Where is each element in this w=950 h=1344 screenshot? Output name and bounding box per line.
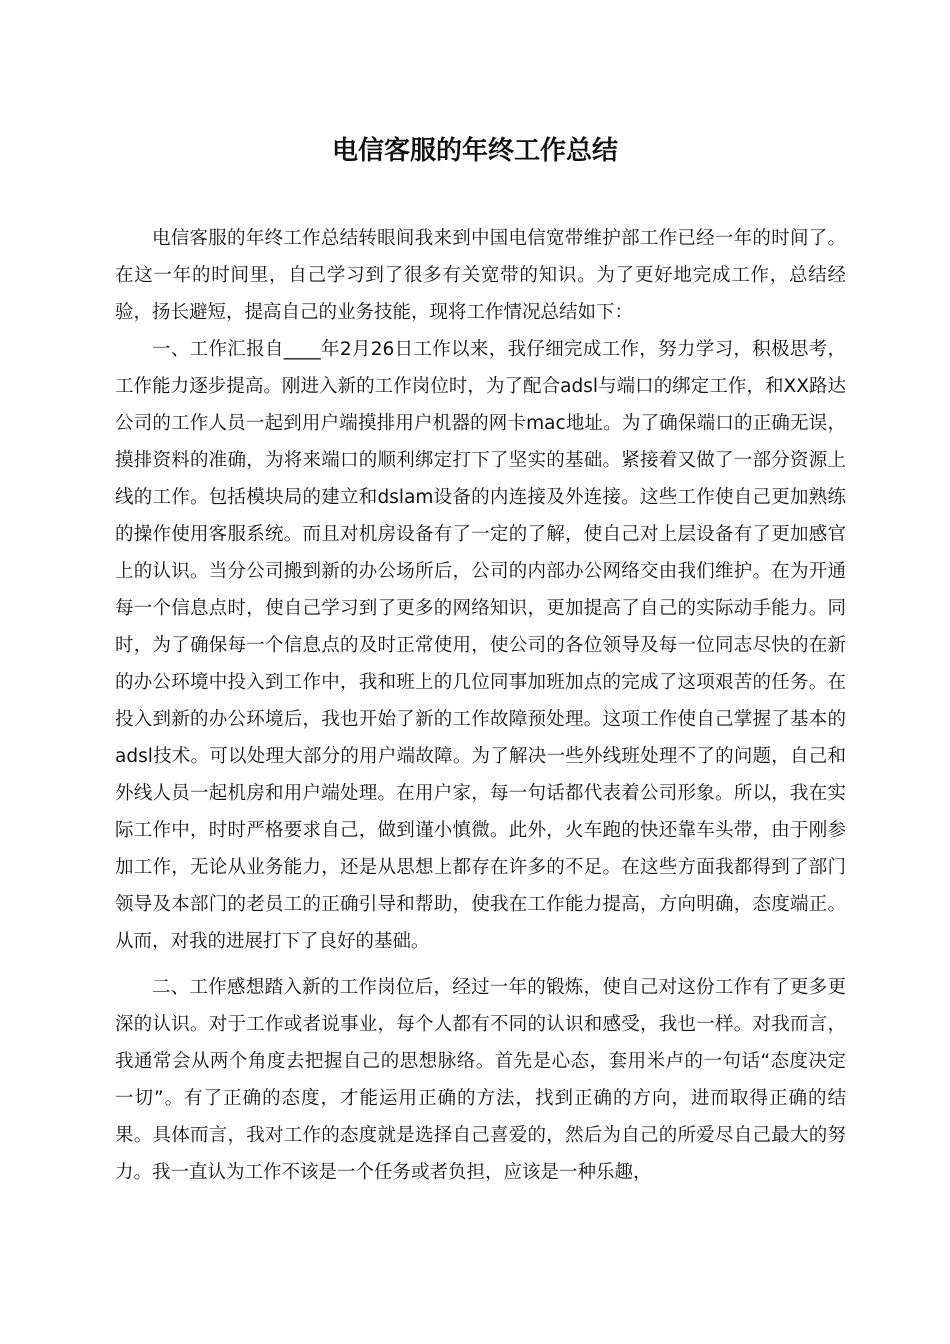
document-body <box>115 220 846 1191</box>
document-title: 电信客服的年终工作总结 <box>331 136 618 166</box>
paragraph-work-report: 一、工作汇报自____年2月26日工作以来，我仔细完成工作，努力学习，积极思考，工作能力逐步提高。刚进入新的工作岗位时，为了配合adsl与端口的绑定工作，和XX路达公司的工作人员一起到用户端摸排用户机器的网卡mac地址。为了确保端口的正确无误，摸排资料的准确，为将来端口的顺利绑定打下了坚实的基础。紧接着又做了一部分资源上线的工作。包括模块局的建立和dslam设备的内连接及外连接。这些工作使自己更加熟练的操作使用客服系统。而且对机房设备有了一定的了解，使自己对上层设备有了更加感官上的认识。当分公司搬到新的办公场所后，公司的内部办公网络交由我们维护。在为开通每一个信息点时，使自己学习到了更多的网络知识，更加提高了自己的实际动手能力。同时，为了确保每一个信息点的及时正常使用，使公司的各位领导及每一位同志尽快的在新的办公环境中投入到工作中，我和班上的几位同事加班加点的完成了这项艰苦的任务。在投入到新的办公环境后，我也开始了新的工作故障预处理。这项工作使自己掌握了基本的adsl技术。可以处理大部分的用户端故障。为了解决一些外线班处理不了的问题，自己和外线人员一起机房和用户端处理。在用户家，每一句话都代表着公司形象。所以，我在实际工作中，时时严格要求自己，做到谨小慎微。此外，火车跑的快还靠车头带，由于刚参加工作，无论从业务能力，还是从思想上都存在许多的不足。在这些方面我都得到了部门领导及本部门的老员工的正确引导和帮助，使我在工作能力提高，方向明确，态度端正。从而，对我的进展打下了良好的基础。 <box>115 339 846 952</box>
paragraph-intro: 电信客服的年终工作总结转眼间我来到中国电信宽带维护部工作已经一年的时间了。在这一年的时间里，自己学习到了很多有关宽带的知识。为了更好地完成工作，总结经验，扬长避短，提高自己的业务技能，现将工作情况总结如下： <box>115 228 846 323</box>
paragraph-work-reflections: 二、工作感想踏入新的工作岗位后，经过一年的锻炼，使自己对这份工作有了更多更深的认识。对于工作或者说事业，每个人都有不同的认识和感受，我也一样。对我而言，我通常会从两个角度去把握自己的思想脉络。首先是心态，套用米卢的一句话“态度决定一切”。有了正确的态度，才能运用正确的方法，找到正确的方向，进而取得正确的结果。具体而言，我对工作的态度就是选择自己喜爱的，然后为自己的所爱尽自己最大的努力。我一直认为工作不该是一个任务或者负担，应该是一种乐趣， <box>115 977 846 1183</box>
